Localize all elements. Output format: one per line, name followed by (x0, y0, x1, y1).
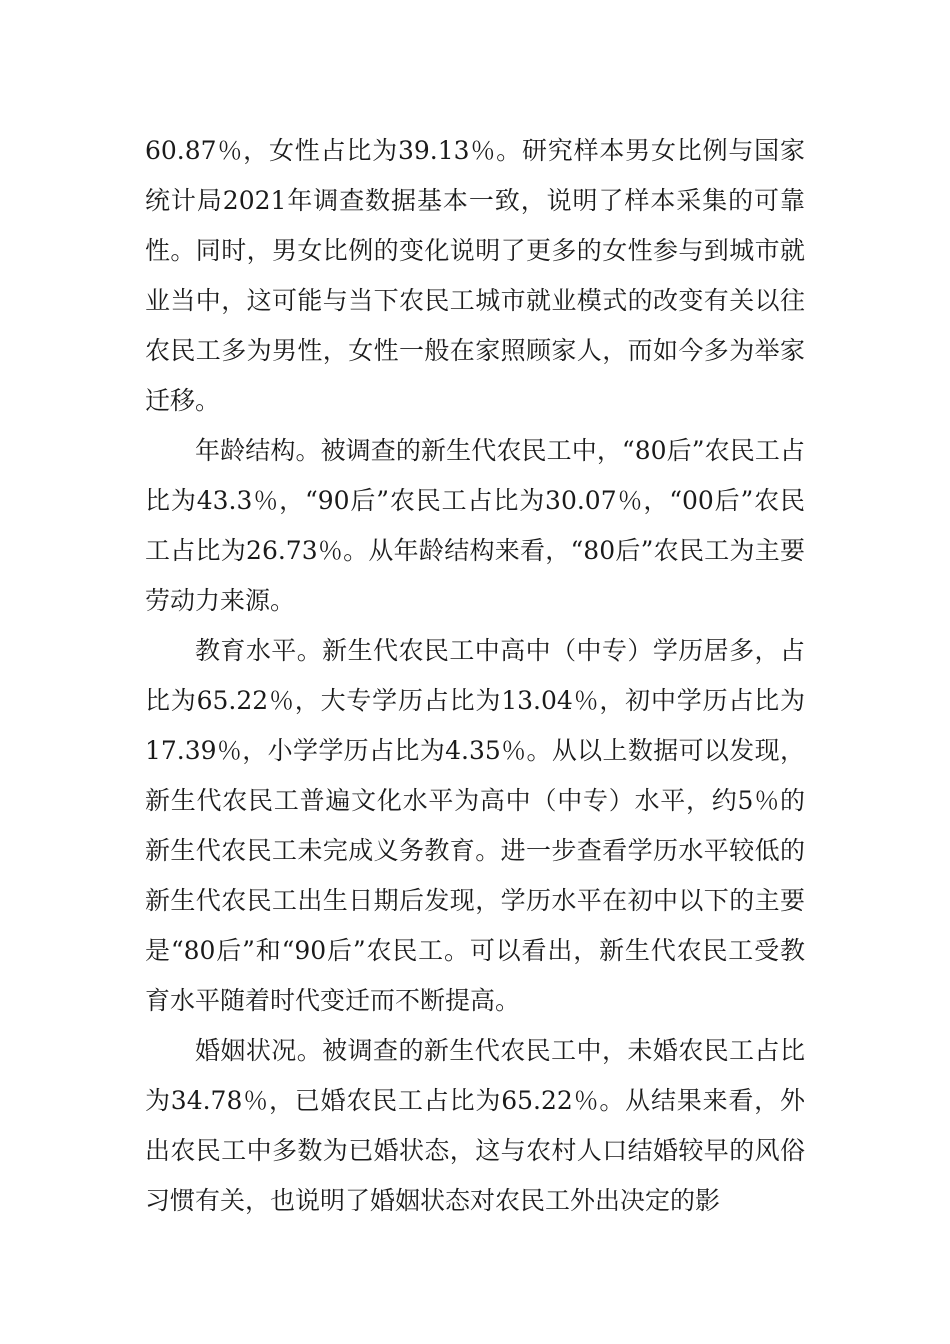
paragraph-education-level: 教育水平。新生代农民工中高中（中专）学历居多，占比为65.22％，大专学历占比为13.04％，初中学历占比为17.39％，小学学历占比为4.35％。从以上数据可以发现，新生代农民工普遍文化水平为高中（中专）水平，约5％的新生代农民工未完成义务教育。进一步查看学历水平较低的新生代农民工出生日期后发现，学历水平在初中以下的主要是“80后”和“90后”农民工。可以看出，新生代农民工受教育水平随着时代变迁而不断提高。 (145, 636, 805, 1015)
body-text (145, 126, 805, 1226)
paragraph-age-structure: 年龄结构。被调查的新生代农民工中，“80后”农民工占比为43.3％，“90后”农民工占比为30.07％，“00后”农民工占比为26.73％。从年龄结构来看，“80后”农民工为主要劳动力来源。 (145, 436, 805, 615)
paragraph-gender-ratio: 60.87％，女性占比为39.13％。研究样本男女比例与国家统计局2021年调查数据基本一致，说明了样本采集的可靠性。同时，男女比例的变化说明了更多的女性参与到城市就业当中，这可能与当下农民工城市就业模式的改变有关以往农民工多为男性，女性一般在家照顾家人，而如今多为举家迁移。 (145, 136, 805, 415)
paragraph-marital-status: 婚姻状况。被调查的新生代农民工中，未婚农民工占比为34.78％，已婚农民工占比为65.22％。从结果来看，外出农民工中多数为已婚状态，这与农村人口结婚较早的风俗习惯有关，也说明了婚姻状态对农民工外出决定的影 (145, 1036, 805, 1215)
